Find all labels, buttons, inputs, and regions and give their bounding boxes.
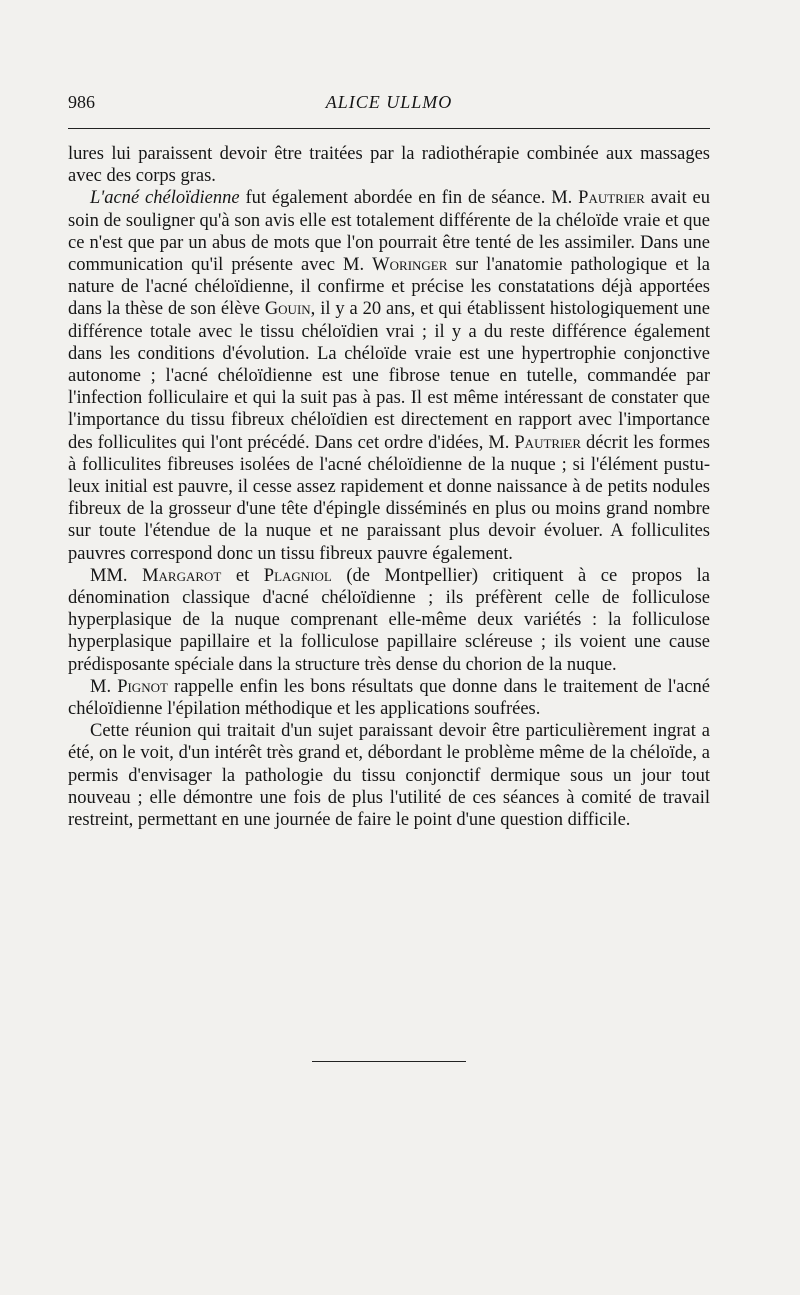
running-head bbox=[68, 92, 710, 118]
author-name: Pignot bbox=[117, 676, 168, 697]
text-run: fut également abordée en fin de séance. M. bbox=[239, 188, 579, 209]
text-run: , il y a 20 ans, et qui établissent histologiquement une différence totale avec le tissu chéloïdien vrai ; il y a du reste différence également dans les conditions d'évolution. La chéloïde vraie est une hypertrophie conjonctive autonome ; l'acné chéloïdienne est une fibrose tenue en tutelle, commandée par l'infection folliculaire et qui la suit pas à pas. Il est même intéressant de constater que l'importance du tissu fibreux chéloïdien est directement en rapport avec l'importance des folliculites qui l'ont précédé. Dans cet ordre d'idées, M. bbox=[68, 299, 710, 453]
running-title: ALICE ULLMO bbox=[325, 92, 453, 112]
author-name: Plagniol bbox=[263, 565, 332, 586]
paragraph-5: Cette réunion qui traitait d'un sujet paraissant devoir être particulièrement ingrat a été, on le voit, d'un intérêt très grand et, débordant le problème même de la chéloïde, a permis d'envisager la pathologie du tissu conjonctif dermique sous un jour tout nouveau ; elle démontre une fois de plus l'utilité de ces séances à comité de travail restreint, permettant en une journée de faire le point d'une question difficile. bbox=[68, 721, 710, 831]
body-text bbox=[68, 143, 710, 831]
text-run: avait eu soin de souligner qu'à son avis elle est totalement différente de la chéloïde vraie et que ce n'est que par un abus de mots que l'on pourrait être tenté de les assimiler. Dans une communication qu'il présente avec M. bbox=[68, 188, 710, 276]
text-run: MM. bbox=[90, 565, 143, 586]
text-run: M. bbox=[90, 676, 118, 697]
text-run: décrit les formes à folliculites fibreuses isolées de l'acné chéloïdienne de la nuque ; si l'élément pustuleux initial est pauvre, il cesse assez rapidement et donne naissance à de petits nodules fibreux de la grosseur d'une tête d'épingle disséminés en plus ou moins grand nombre sur toute l'étendue de la nuque et ne paraissant plus devoir évoluer. A folliculites pauvres correspond donc un tissu fibreux pauvre également. bbox=[68, 432, 710, 564]
author-name: Woringer bbox=[372, 255, 448, 276]
end-rule bbox=[312, 1061, 466, 1062]
paragraph-4 bbox=[68, 676, 710, 720]
paragraph-3 bbox=[68, 565, 710, 676]
author-name: Pautrier bbox=[514, 432, 582, 453]
text-run: sur l'anatomie pathologique et la nature de l'acné chéloïdienne, il confirme et précise les constatations déjà apportées dans la thèse de son élève bbox=[68, 255, 710, 320]
page-number: 986 bbox=[68, 92, 95, 112]
paragraph-2 bbox=[68, 187, 710, 564]
text-run: et bbox=[221, 565, 264, 586]
paragraph-1: lures lui paraissent devoir être traitées par la radiothérapie combinée aux massages avec des corps gras. bbox=[68, 144, 710, 187]
author-name: Margarot bbox=[142, 565, 222, 586]
author-name: Pautrier bbox=[578, 188, 645, 209]
text-run: rappelle enfin les bons résultats que donne dans le traitement de l'acné chéloïdienne l'épilation méthodique et les applications soufrées. bbox=[68, 676, 710, 720]
text-run: (de Montpellier) critiquent à ce propos la dénomination classique d'acné chéloïdienne ; ils préfèrent celle de folliculose hyperplasique de la nuque comprenant elle-même deux variétés : la folliculose hyperplasique papillaire et la folliculose papillaire scléreuse ; ils voient une cause prédisposante spéciale dans la structure très dense du chorion de la nuque. bbox=[68, 565, 710, 675]
author-name: Gouin bbox=[264, 299, 311, 320]
section-title: L'acné chéloïdienne bbox=[90, 188, 240, 209]
header-rule bbox=[68, 128, 710, 129]
